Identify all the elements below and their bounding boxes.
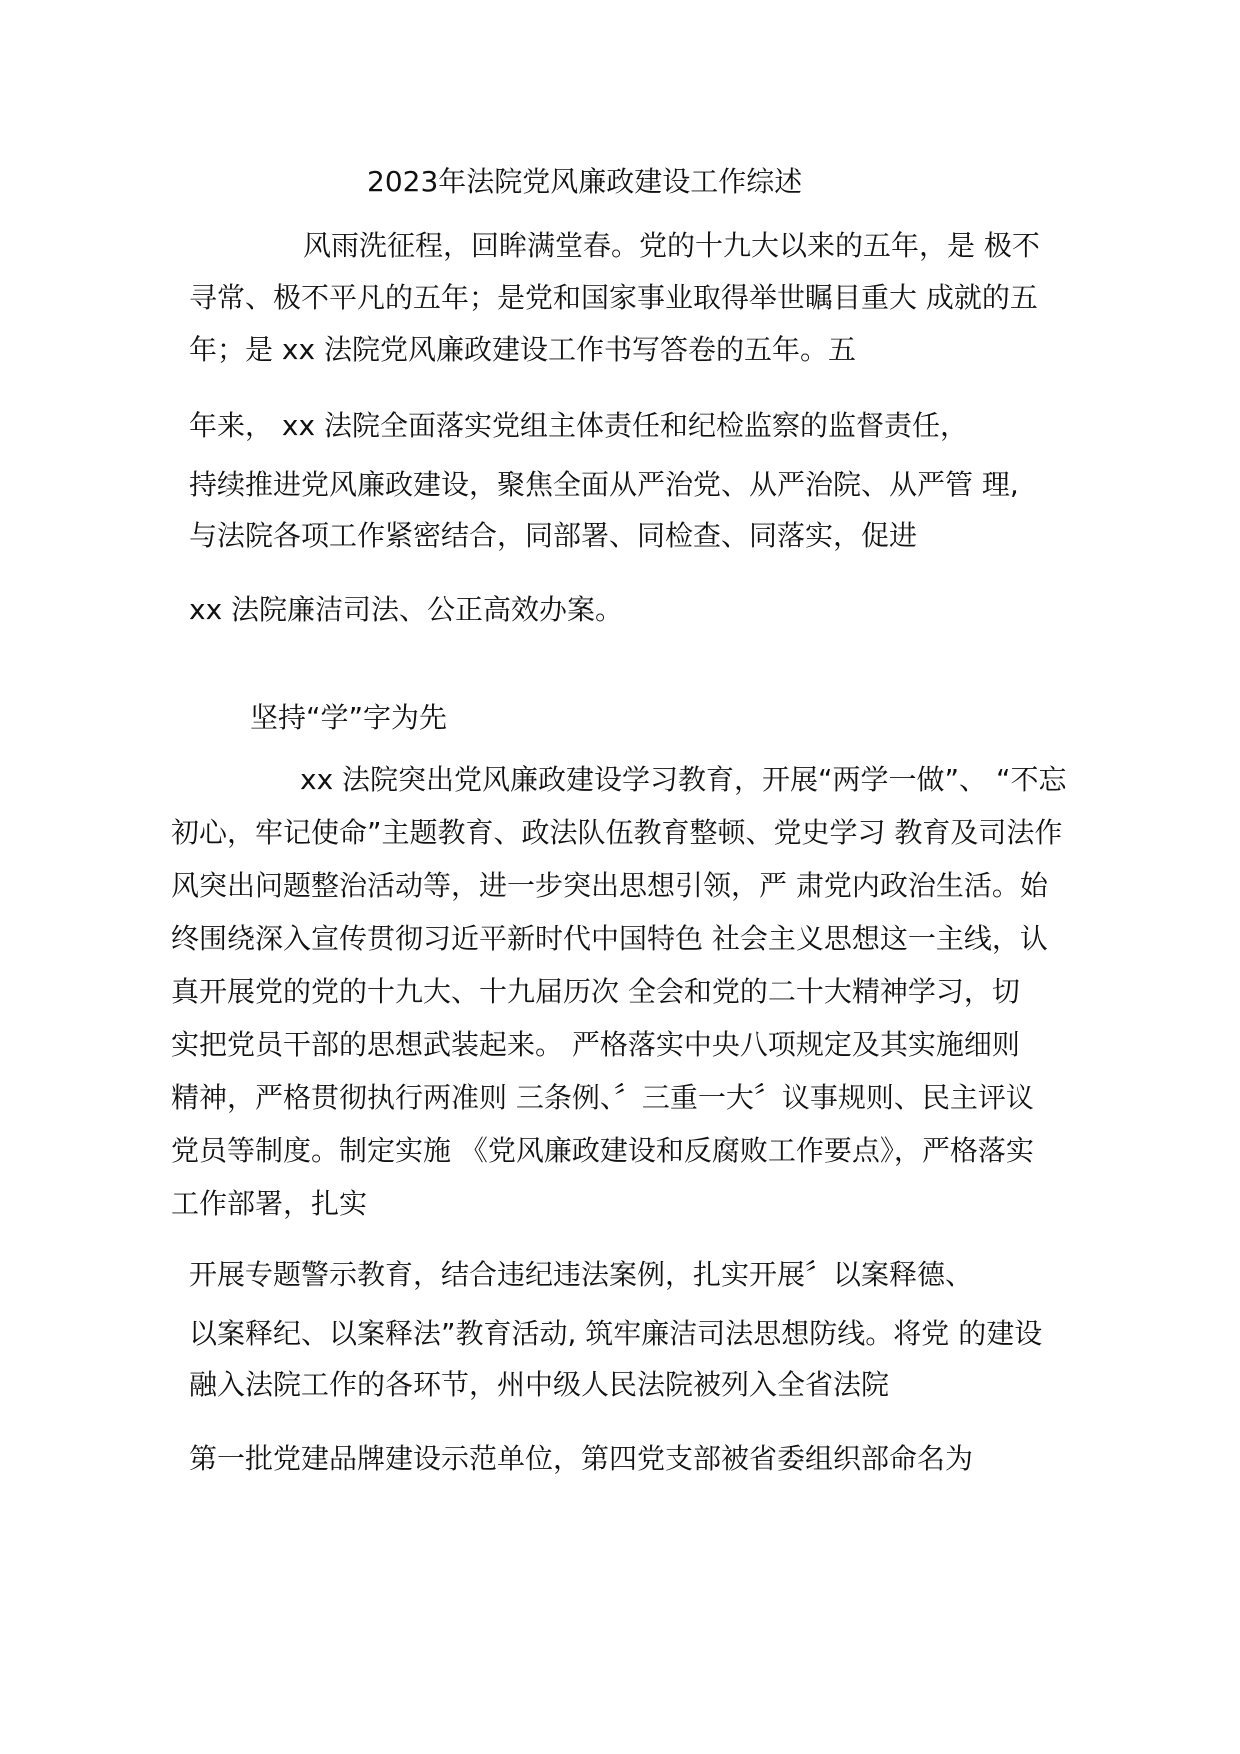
intro-line-6: 与法院各项工作紧密结合，同部署、同检查、同落实，促进 <box>189 519 918 552</box>
section-line-10: 开展专题警示教育，结合违纪违法案例，扎实开展〞以案释德、 <box>189 1258 974 1291</box>
section-line-7: 精神，严格贯彻执行两准则 三条例、〞三重一大〞议事规则、民主评议 <box>171 1081 1034 1114</box>
intro-line-3: 年；是 xx 法院党风廉政建设工作书写答卷的五年。五 <box>189 333 856 366</box>
intro-line-5: 持续推进党风廉政建设，聚焦全面从严治党、从严治院、从严管 理, <box>189 468 1019 501</box>
intro-line-4: 年来， xx 法院全面落实党组主体责任和纪检监察的监督责任， <box>189 409 968 442</box>
intro-line-2: 寻常、极不平凡的五年；是党和国家事业取得举世瞩目重大 成就的五 <box>189 281 1038 314</box>
section-line-9: 工作部署，扎实 <box>171 1187 368 1220</box>
section-line-1: xx 法院突出党风廉政建设学习教育，开展“两学一做”、 “不忘 <box>300 763 1067 796</box>
intro-line-1: 风雨洗征程，回眸满堂春。党的十九大以来的五年，是 极不 <box>303 229 1040 262</box>
section-line-13: 第一批党建品牌建设示范单位，第四党支部被省委组织部命名为 <box>189 1442 974 1475</box>
section-line-2: 初心，牢记使命”主题教育、政法队伍教育整顿、党史学习 教育及司法作 <box>171 816 1063 849</box>
section-line-4: 终围绕深入宣传贯彻习近平新时代中国特色 社会主义思想这一主线，认 <box>171 922 1048 955</box>
intro-line-7: xx 法院廉洁司法、公正高效办案。 <box>189 593 624 626</box>
section-heading: 坚持“学”字为先 <box>250 701 448 734</box>
section-line-6: 实把党员干部的思想武装起来。 严格落实中央八项规定及其实施细则 <box>171 1028 1020 1061</box>
section-line-5: 真开展党的党的十九大、十九届历次 全会和党的二十大精神学习，切 <box>171 975 1020 1008</box>
section-line-11: 以案释纪、以案释法”教育活动, 筑牢廉洁司法思想防线。将党 的建设 <box>189 1317 1043 1350</box>
section-line-3: 风突出问题整治活动等，进一步突出思想引领，严 肃党内政治生活。始 <box>171 869 1048 902</box>
section-line-8: 党员等制度。制定实施 《党风廉政建设和反腐败工作要点》，严格落实 <box>171 1134 1034 1167</box>
section-line-12: 融入法院工作的各环节，州中级人民法院被列入全省法院 <box>189 1368 890 1401</box>
document-title: 2023年法院党风廉政建设工作综述 <box>367 165 803 198</box>
